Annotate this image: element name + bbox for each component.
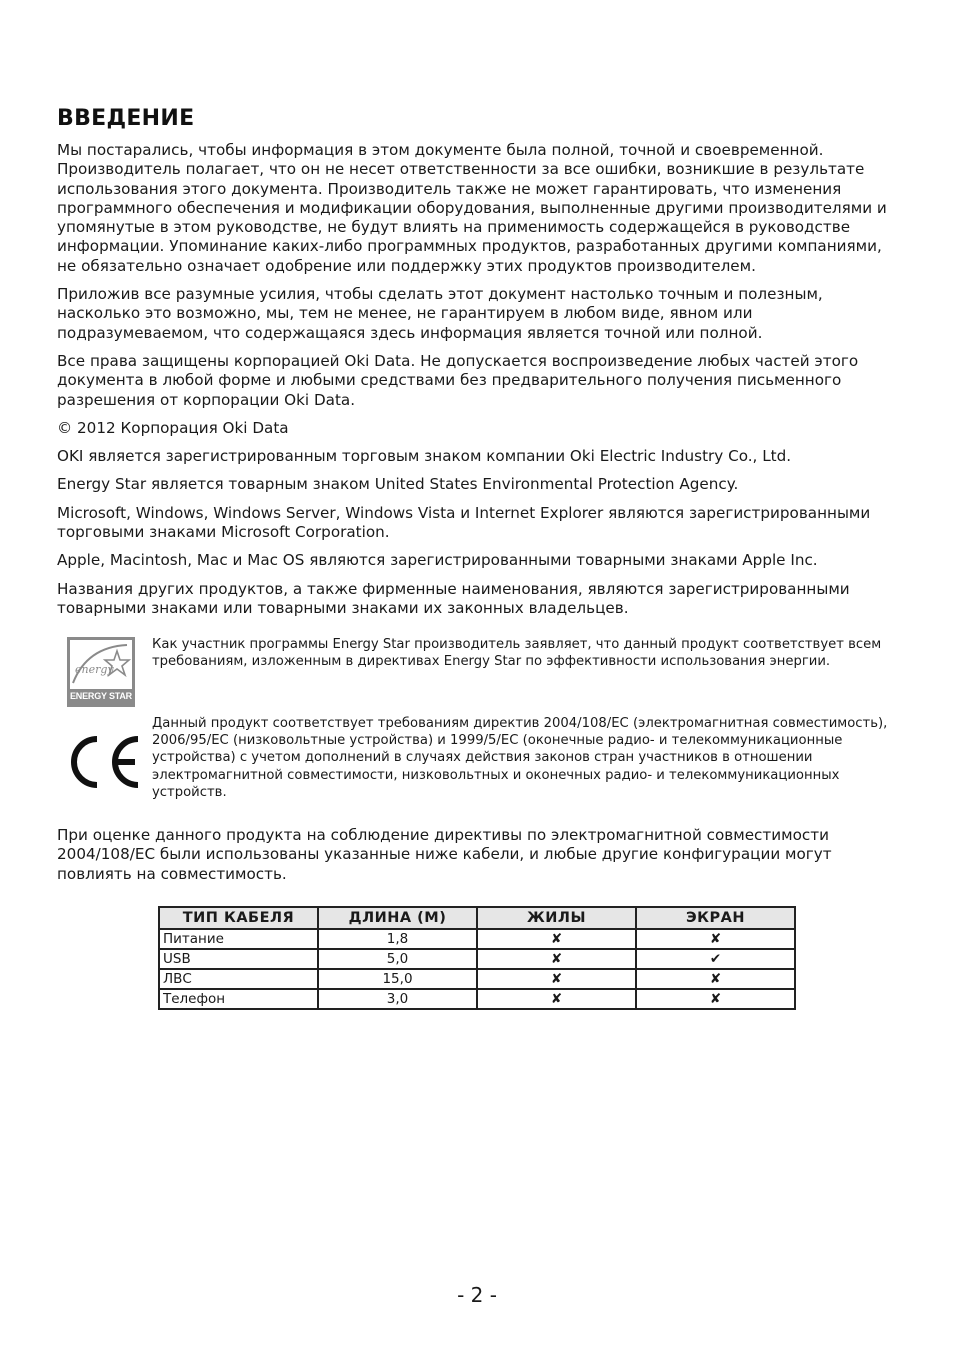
cell-shield: ✘ — [636, 989, 795, 1009]
table-row — [159, 969, 795, 989]
cell-length: 3,0 — [318, 989, 477, 1009]
cell-length: 15,0 — [318, 969, 477, 989]
ce-text: Данный продукт соответствует требованиям директив 2004/108/EC (электромагнитная совместимость), 2006/95/EC (низковольтные устройства) и 1999/5/EC (оконечные радио- и телекоммуникационные устройства) с учетом дополнений в случаях действия законов стран участников в отношении электромагнитной совместимости, низковольтных и оконечных радио- и телекоммуникационных устройств. — [152, 716, 888, 800]
cell-type: USB — [159, 949, 318, 969]
page-number: - 2 - — [457, 1283, 497, 1307]
cell-type: Питание — [159, 929, 318, 949]
trademark-others: Названия других продуктов, а также фирменные наименования, являются зарегистрированными товарными знаками или товарными знаками их законных владельцев. — [57, 579, 850, 617]
copyright-line: © 2012 Корпорация Oki Data — [57, 418, 289, 437]
cell-core: ✘ — [477, 989, 636, 1009]
table-row — [159, 929, 795, 949]
cell-core: ✘ — [477, 929, 636, 949]
energy-star-text: Как участник программы Energy Star производитель заявляет, что данный продукт соответствует всем требованиям, изложенным в директивах Energy Star по эффективности использования энергии. — [152, 637, 882, 670]
cell-core: ✘ — [477, 949, 636, 969]
paragraph: Все права защищены корпорацией Oki Data. Не допускается воспроизведение любых частей этого документа в любой форме и любыми средствами без предварительного получения письменного разрешения от корпорации Oki Data. — [57, 351, 859, 409]
header-core: ЖИЛЫ — [477, 907, 636, 929]
cell-core: ✘ — [477, 969, 636, 989]
energy-star-notice — [57, 636, 899, 708]
ce-mark-icon — [62, 735, 142, 789]
trademark-energy-star: Energy Star является товарным знаком United States Environmental Protection Agency. — [57, 475, 739, 494]
cell-type: Телефон — [159, 989, 318, 1009]
energy-star-logo-icon — [67, 637, 135, 707]
cell-length: 1,8 — [318, 929, 477, 949]
header-cable-type: ТИП КАБЕЛЯ — [159, 907, 318, 929]
page-title: ВВЕДЕНИЕ — [57, 106, 195, 131]
intro-body — [57, 141, 899, 627]
cell-shield: ✔ — [636, 949, 795, 969]
cable-intro-text: При оценке данного продукта на соблюдение директивы по электромагнитной совместимости 2004/108/EC были использованы указанные ниже кабели, и любые другие конфигурации могут повлиять на совместимость. — [57, 826, 832, 883]
cell-shield: ✘ — [636, 969, 795, 989]
table-row — [159, 949, 795, 969]
cell-shield: ✘ — [636, 929, 795, 949]
table-header-row — [159, 907, 795, 929]
ce-notice — [57, 715, 899, 805]
cable-table — [158, 906, 796, 1010]
energy-star-logo-text: ENERGY STAR — [70, 691, 132, 701]
header-length: ДЛИНА (М) — [318, 907, 477, 929]
cell-length: 5,0 — [318, 949, 477, 969]
paragraph: Приложив все разумные усилия, чтобы сделать этот документ настолько точным и полезным, насколько это возможно, мы, тем не менее, не гарантируем в любом виде, явном или подразумеваемом, что содержащаяся здесь информация является точной или полной. — [57, 285, 823, 342]
table-row — [159, 989, 795, 1009]
svg-text:energy: energy — [75, 663, 114, 676]
paragraph: Мы постарались, чтобы информация в этом документе была полной, точной и своевременной. Производитель полагает, что он не несет ответственности за все ошибки, возникшие в результате использования этого документа. Производитель также не может гарантировать, что изменения программного обеспечения и модификации оборудования, выполненные другими производителями и упомянутые в этом руководстве, не будут влиять на применимость содержащейся в руководстве информации. Упоминание каких-либо программных продуктов, разработанных другими компаниями, не обязательно означает одобрение или поддержку этих продуктов производителем. — [57, 141, 887, 275]
trademark-apple: Apple, Macintosh, Mac и Mac OS являются зарегистрированными товарными знаками Apple Inc. — [57, 551, 818, 570]
trademark-oki: OKI является зарегистрированным торговым знаком компании Oki Electric Industry Co., Ltd. — [57, 447, 792, 466]
trademark-microsoft: Microsoft, Windows, Windows Server, Windows Vista и Internet Explorer являются зарегистрированными торговыми знаками Microsoft Corporation. — [57, 503, 871, 542]
cell-type: ЛВС — [159, 969, 318, 989]
header-shield: ЭКРАН — [636, 907, 795, 929]
